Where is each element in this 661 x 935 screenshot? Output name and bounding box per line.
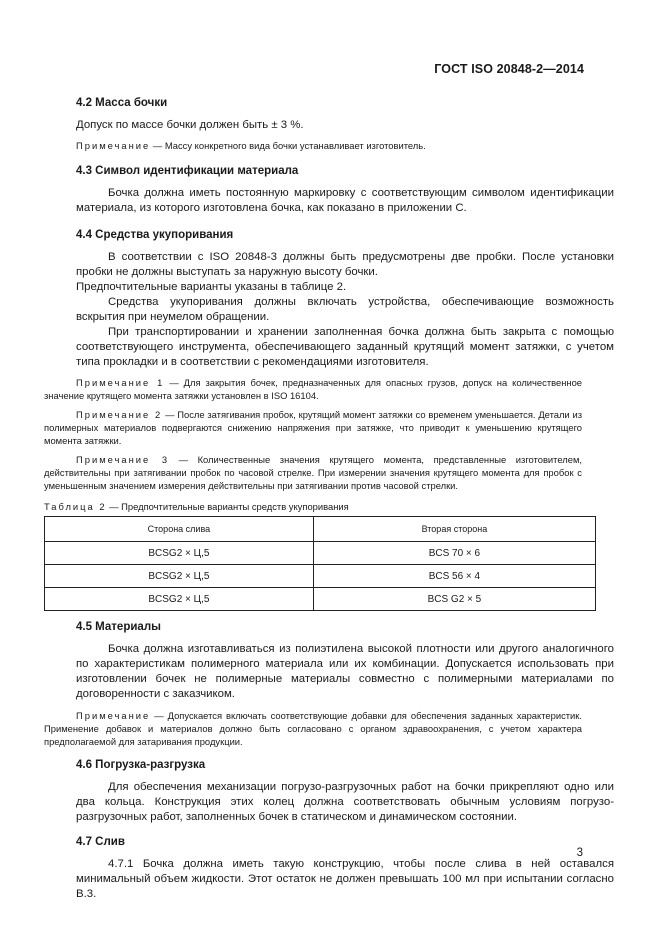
s47-paragraph: [76, 857, 614, 902]
standard-code-header: ГОСТ ISO 20848-2—2014: [434, 62, 584, 76]
note-label: Примечание 2: [76, 409, 163, 420]
page-content: [44, 96, 614, 902]
note-label: Примечание: [76, 140, 151, 151]
note-text: — Массу конкретного вида бочки устанавливает изготовитель.: [150, 140, 426, 151]
s46-paragraph: [76, 780, 614, 825]
s44-note-3: [44, 453, 582, 492]
note-text: — Для закрытия бочек, предназначенных для опасных грузов, допуск на количественное значение крутящего момента затяжки установлен в ISO 16104.: [44, 377, 582, 401]
section-4-4-heading: 4.4 Средства укупоривания: [76, 229, 234, 241]
s46-text: Для обеспечения механизации погрузо-разгрузочных работ на бочки прикрепляют одно или два кольца. Конструкция этих колец должна соответствовать обычным условиям погрузо-разгрузочных работ, заполненных бочек в статическом и динамическом состоянии.: [76, 781, 614, 823]
table-row: [45, 588, 596, 611]
s42-note: [76, 139, 582, 152]
note-label: Примечание: [76, 710, 151, 721]
s44-note-2: [44, 408, 582, 447]
table-cell: BCS 70 × 6: [313, 542, 595, 565]
closures-table: [44, 516, 596, 611]
s44-paragraph-4: [76, 325, 614, 370]
s43-paragraph: [76, 186, 614, 216]
table-cell: BCS 56 × 4: [313, 565, 595, 588]
table-cell: BCSG2 × Ц,5: [45, 588, 314, 611]
table-caption-label: Таблица 2: [44, 501, 107, 512]
section-4-5-heading: 4.5 Материалы: [76, 621, 161, 633]
table-2-caption: [44, 501, 582, 512]
table-row: [45, 565, 596, 588]
s44-paragraph-2: Предпочтительные варианты указаны в таблице 2.: [76, 281, 347, 293]
s44-p1-text: В соответствии с ISO 20848-3 должны быть предусмотрены две пробки. После установки пробки не должны выступать за наружную высоту бочки.: [76, 251, 614, 278]
note-label: Примечание 1: [76, 377, 165, 388]
table-cell: BCS G2 × 5: [313, 588, 595, 611]
s44-p4-text: При транспортировании и хранении заполненная бочка должна быть закрыта с помощью соответствующего инструмента, обеспечивающего заданный крутящий момент затяжки, с учетом типа прокладки и в соответствии с рекомендациями изготовителя.: [76, 326, 614, 368]
note-text: — После затягивания пробок, крутящий момент затяжки со временем уменьшается. Детали из полимерных материалов подвергаются снижению напряжения при затяжке, что приводит к уменьшению крутящего момента затяжки.: [44, 409, 582, 446]
section-4-7-heading: 4.7 Слив: [76, 836, 125, 848]
s45-text: Бочка должна изготавливаться из полиэтилена высокой плотности или другого аналогичного по характеристикам полимерного материала или их комбинации. Допускается использовать при изготовлении бочек не полимерные материалы совместно с полимерными материалами по договоренности с заказчиком.: [76, 643, 614, 700]
table-row: [45, 542, 596, 565]
section-4-3-heading: 4.3 Символ идентификации материала: [76, 165, 299, 177]
table-header-drain-side: Сторона слива: [45, 517, 314, 542]
s44-p3-text: Средства укупоривания должны включать устройства, обеспечивающие возможность вскрытия при неумелом обращении.: [76, 296, 614, 323]
table-cell: BCSG2 × Ц,5: [45, 542, 314, 565]
table-caption-text: — Предпочтительные варианты средств укупоривания: [106, 501, 349, 512]
note-label: Примечание 3: [76, 454, 170, 465]
note-text: — Допускается включать соответствующие добавки для обеспечения заданных характеристик. Применение добавок и материалов должно быть согласовано с органом здравоохранения, с учетом характера предполагаемой для затаривания продукции.: [44, 710, 582, 747]
section-4-6-heading: 4.6 Погрузка-разгрузка: [76, 759, 206, 771]
s45-paragraph: [76, 642, 614, 702]
table-header-second-side: Вторая сторона: [313, 517, 595, 542]
s43-line: Бочка должна иметь постоянную маркировку с соответствующим символом идентификации материала, из которого изготовлена бочка, как показано в приложении С.: [76, 187, 614, 214]
s44-paragraph-3: [76, 295, 614, 325]
s45-note: [44, 709, 582, 748]
s42-paragraph: Допуск по массе бочки должен быть ± 3 %.: [76, 119, 304, 131]
page-number: 3: [576, 847, 583, 859]
note-text: — Количественные значения крутящего момента, представленные изготовителем, действительны при затягивании пробок по часовой стрелке. При измерении значения крутящего момента для пробок с уменьшенным значением измерения действительны при затягивании против часовой стрелки.: [44, 454, 582, 491]
s44-paragraph-1: [76, 250, 614, 280]
section-4-2-heading: 4.2 Масса бочки: [76, 97, 168, 109]
s44-note-1: [44, 376, 582, 402]
table-cell: BCSG2 × Ц,5: [45, 565, 314, 588]
s47-text: 4.7.1 Бочка должна иметь такую конструкцию, чтобы после слива в ней оставался минимальный объем жидкости. Этот остаток не должен превышать 100 мл при испытании согласно В.3.: [76, 858, 614, 900]
